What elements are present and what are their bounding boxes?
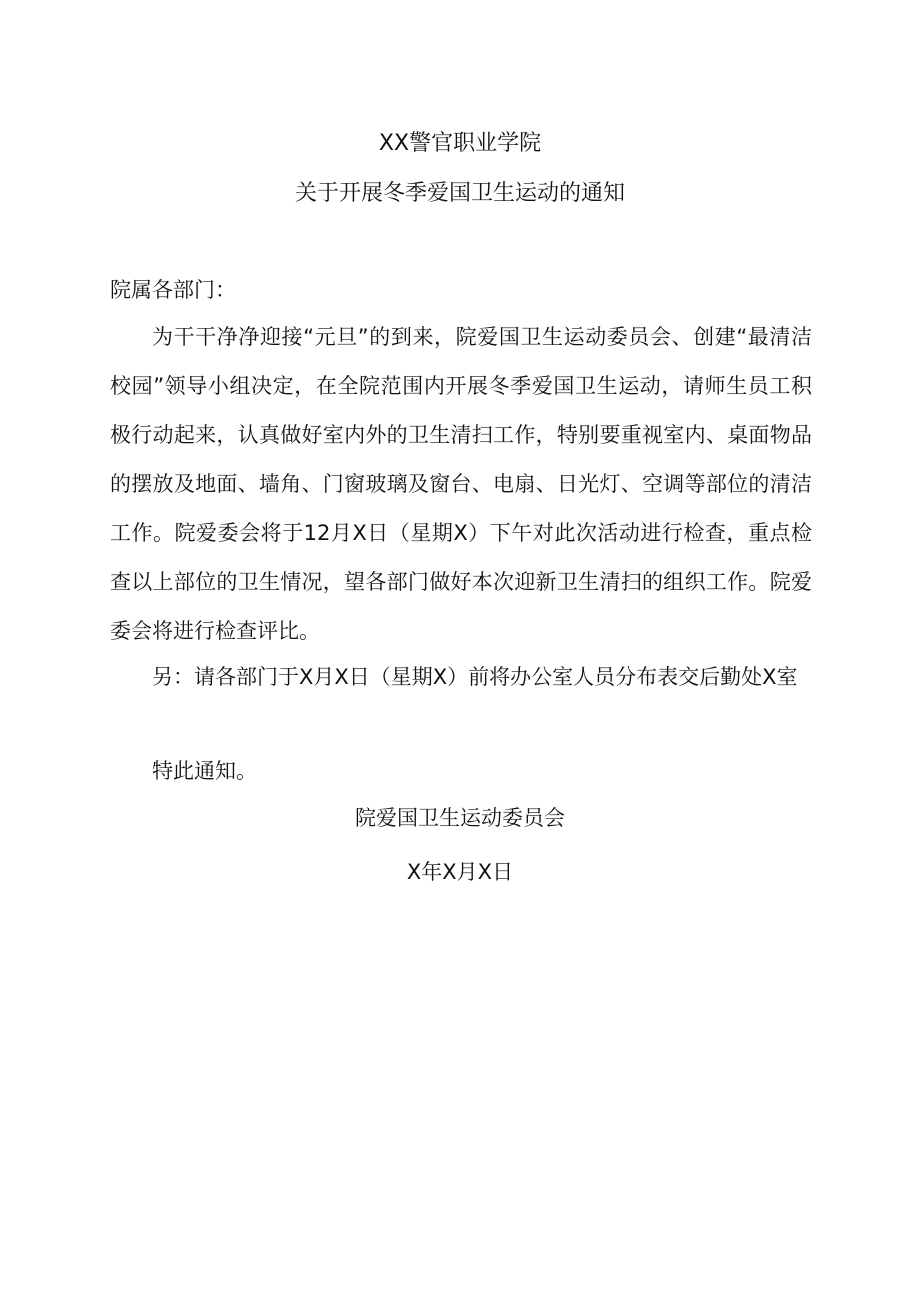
document-title-subject: 关于开展冬季爱国卫生运动的通知 — [294, 181, 625, 206]
document-title-institution: XX警官职业学院 — [378, 131, 542, 156]
body-paragraph-note: 另：请各部门于X月X日（星期X）前将办公室人员分布表交后勤处X室 — [152, 665, 798, 689]
signature-date: X年X月X日 — [406, 860, 514, 884]
salutation: 院属各部门： — [110, 278, 236, 302]
signature-organization: 院爱国卫生运动委员会 — [355, 806, 565, 830]
closing-remark: 特此通知。 — [152, 759, 257, 783]
body-paragraph-main: 为干干净净迎接“元旦”的到来，院爱国卫生运动委员会、创建“最清洁校园”领导小组决定，在全院范围内开展冬季爱国卫生运动，请师生员工积极行动起来，认真做好室内外的卫生清扫工作，特别要重视室内、桌面物品的摆放及地面、墙角、门窗玻璃及窗台、电扇、日光灯、空调等部位的清洁工作。院爱委会将于12月X日（星期X）下午对此次活动进行检查，重点检查以上部位的卫生情况，望各部门做好本次迎新卫生清扫的组织工作。院爱委会将进行检查评比。 — [110, 325, 812, 643]
